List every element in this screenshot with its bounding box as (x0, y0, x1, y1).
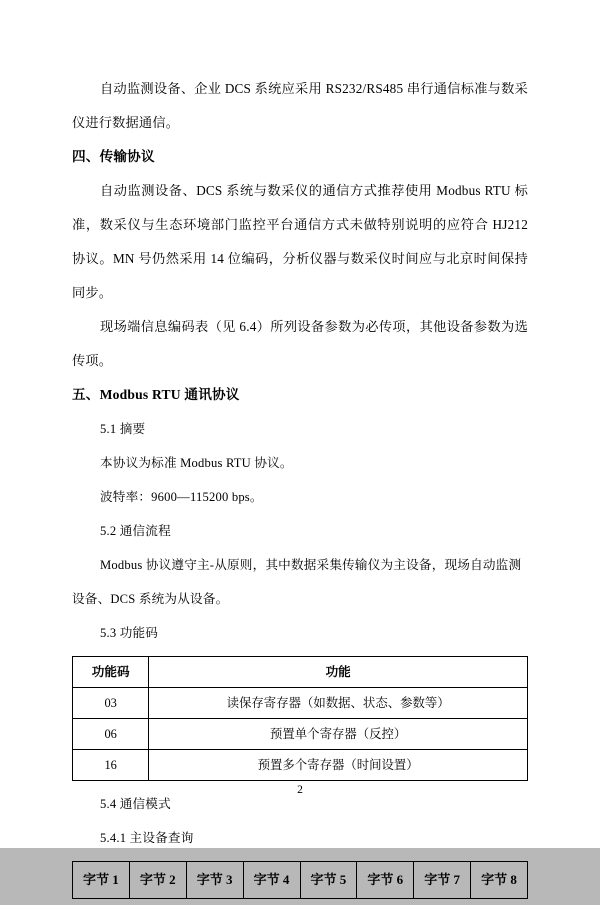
table-row (73, 688, 528, 719)
sub-5-4-comm-mode: 5.4 通信模式 (100, 797, 171, 811)
sub-5-4-1-master-query: 5.4.1 主设备查询 (100, 831, 194, 845)
page-number: 2 (297, 784, 303, 796)
paragraph-field-coding-table: 现场端信息编码表（见 6.4）所列设备参数为必传项，其他设备参数为选传项。 (72, 319, 528, 368)
byte-layout-table (72, 861, 528, 899)
heading-transmission-protocol: 四、传输协议 (72, 149, 155, 164)
cell-byte-4: 字节 4 (243, 862, 300, 899)
column-header-function: 功能 (149, 657, 528, 688)
table-header-row (73, 657, 528, 688)
cell-byte-7: 字节 7 (414, 862, 471, 899)
cell-code-16: 16 (73, 750, 149, 781)
paragraph-protocol-recommendation: 自动监测设备、DCS 系统与数采仪的通信方式推荐使用 Modbus RTU 标准，数采仪与生态环境部门监控平台通信方式未做特别说明的应符合 HJ212 协议。MN 号仍然采用 14 位编码，分析仪器与数采仪时间应与北京时间保持同步。 (72, 183, 528, 300)
function-code-table (72, 656, 528, 781)
column-header-function-code: 功能码 (73, 657, 149, 688)
cell-byte-6: 字节 6 (357, 862, 414, 899)
table-row (73, 719, 528, 750)
sub-5-1-abstract: 5.1 摘要 (100, 422, 146, 436)
sub-standard-protocol: 本协议为标准 Modbus RTU 协议。 (100, 456, 293, 470)
cell-byte-3: 字节 3 (186, 862, 243, 899)
cell-desc-16: 预置多个寄存器（时间设置） (149, 750, 528, 781)
table-row (73, 750, 528, 781)
cell-desc-03: 读保存寄存器（如数据、状态、参数等） (149, 688, 528, 719)
sub-master-slave-desc: Modbus 协议遵守主-从原则，其中数据采集传输仪为主设备，现场自动监测设备、DCS 系统为从设备。 (72, 558, 522, 606)
cell-byte-2: 字节 2 (129, 862, 186, 899)
sub-baud-rate: 波特率：9600—115200 bps。 (100, 490, 263, 504)
cell-byte-5: 字节 5 (300, 862, 357, 899)
page-content (72, 72, 528, 905)
cell-byte-8: 字节 8 (471, 862, 528, 899)
heading-modbus-rtu-protocol: 五、Modbus RTU 通讯协议 (72, 387, 240, 402)
sub-5-2-comm-flow: 5.2 通信流程 (100, 524, 171, 538)
table-row (73, 862, 528, 899)
cell-code-06: 06 (73, 719, 149, 750)
paragraph-serial-comm: 自动监测设备、企业 DCS 系统应采用 RS232/RS485 串行通信标准与数采仪进行数据通信。 (72, 81, 528, 130)
cell-code-03: 03 (73, 688, 149, 719)
sub-5-3-function-code: 5.3 功能码 (100, 626, 159, 640)
cell-desc-06: 预置单个寄存器（反控） (149, 719, 528, 750)
cell-byte-1: 字节 1 (73, 862, 130, 899)
